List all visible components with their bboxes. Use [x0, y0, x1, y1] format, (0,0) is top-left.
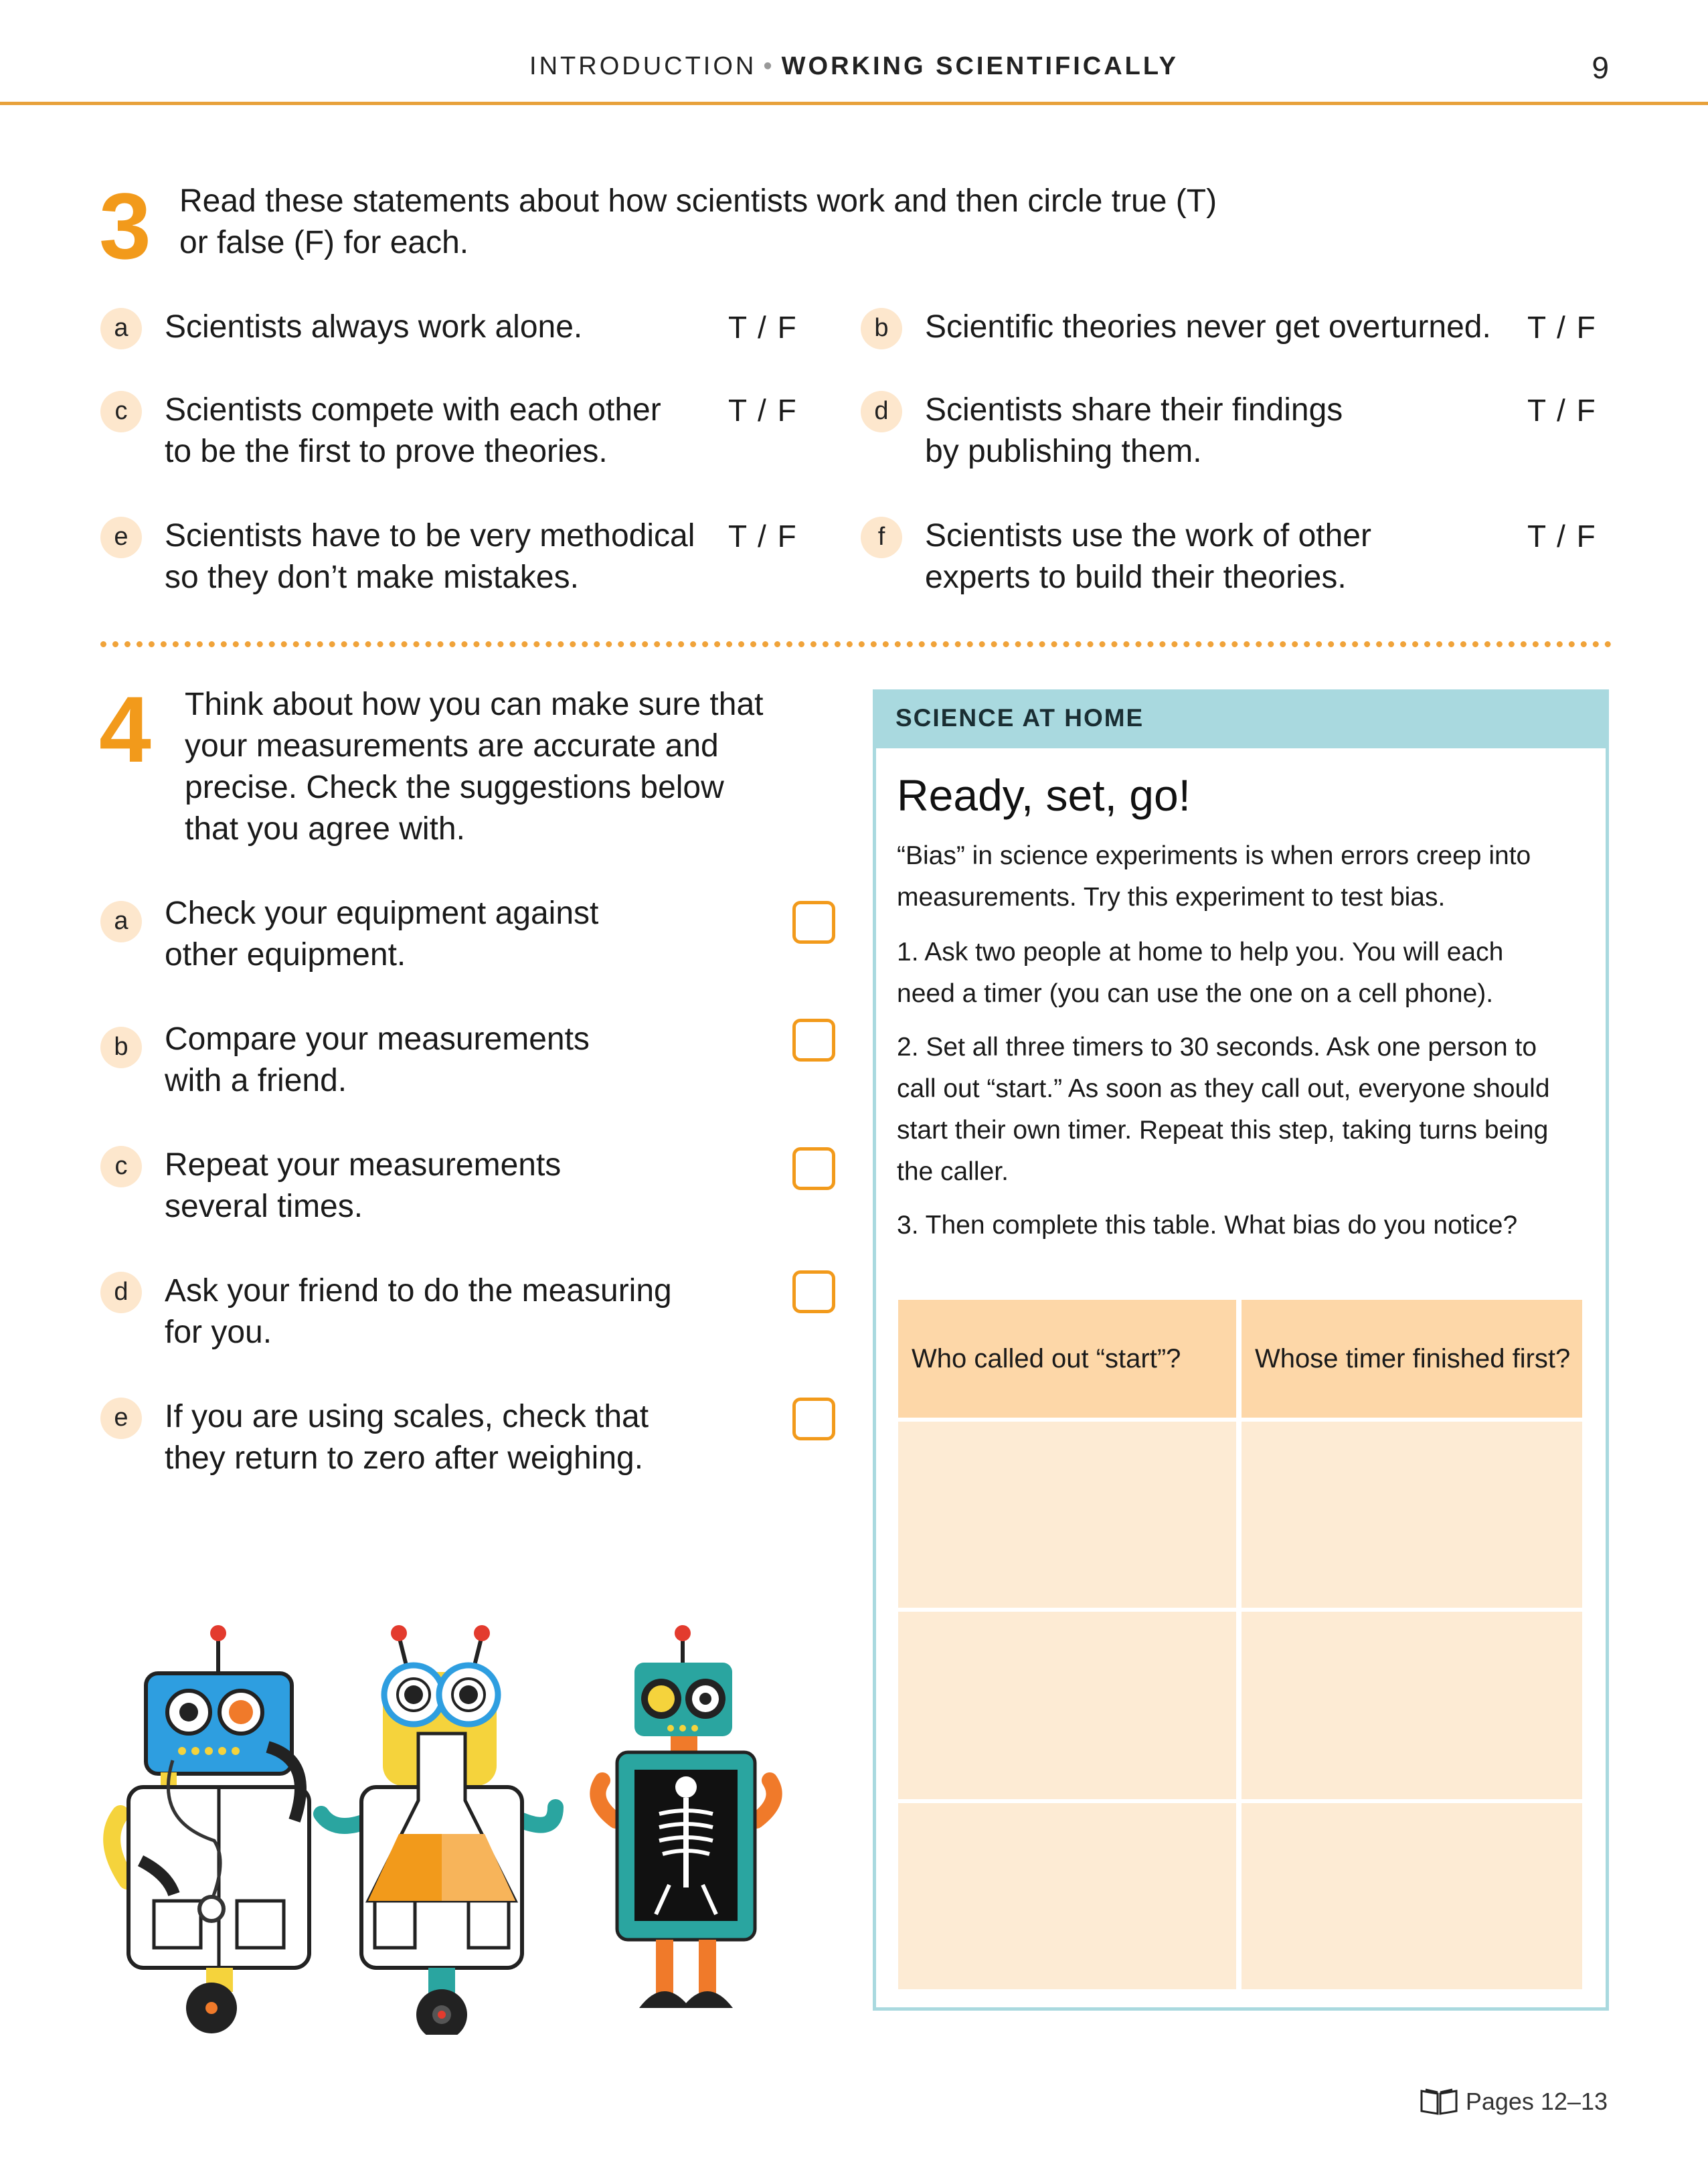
suggestion-c [165, 1145, 561, 1228]
suggestion-line: for you. [165, 1315, 272, 1350]
panel-line: start their own timer. Repeat this step, taking turns being [897, 1116, 1549, 1145]
suggestion-line: they return to zero after weighing. [165, 1440, 644, 1476]
table-cell[interactable] [898, 1422, 1236, 1608]
panel-step-3 [897, 1205, 1586, 1246]
running-header [0, 52, 1708, 81]
header-separator: • [763, 52, 775, 80]
statement-line: Scientists always work alone. [165, 309, 583, 345]
page-number: 9 [1592, 50, 1609, 85]
item-letter-bubble: a [100, 901, 142, 942]
chemist-robot-icon [321, 1625, 556, 2035]
table-cell[interactable] [898, 1803, 1236, 1989]
robot-scientists-illustration [94, 1620, 843, 2035]
panel-line: the caller. [897, 1157, 1009, 1186]
page-reference [1419, 2087, 1608, 2116]
statement-line: to be the first to prove theories. [165, 434, 608, 469]
table-cell[interactable] [1242, 1803, 1582, 1989]
statement-e [165, 515, 695, 598]
panel-step-2 [897, 1027, 1586, 1193]
question-4-prompt [185, 684, 764, 850]
suggestion-d [165, 1270, 672, 1353]
doctor-robot-icon [112, 1625, 309, 2033]
xray-robot-icon [598, 1625, 774, 2008]
question-3-prompt-line: Read these statements about how scientists work and then circle true (T) [179, 183, 1217, 219]
true-false-choice-d[interactable]: T / F [1527, 393, 1597, 428]
panel-intro [897, 835, 1586, 918]
statement-d [925, 390, 1343, 473]
panel-line: measurements. Try this experiment to test bias. [897, 883, 1446, 912]
question-3-prompt-line: or false (F) for each. [179, 225, 469, 260]
item-letter-bubble: d [100, 1272, 142, 1313]
statement-line: Scientists share their findings [925, 392, 1343, 428]
suggestion-line: other equipment. [165, 937, 406, 973]
panel-step-1 [897, 932, 1586, 1015]
true-false-choice-e[interactable]: T / F [728, 519, 798, 554]
statement-line: Scientists use the work of other [925, 518, 1371, 554]
table-header-caller: Who called out “start”? [898, 1300, 1236, 1418]
statement-line: Scientists compete with each other [165, 392, 661, 428]
table-cell[interactable] [1242, 1612, 1582, 1799]
checkbox-c[interactable] [792, 1147, 835, 1190]
question-4-number: 4 [99, 677, 151, 782]
statement-line: experts to build their theories. [925, 560, 1347, 595]
suggestion-b [165, 1019, 590, 1102]
item-letter-bubble: b [100, 1027, 142, 1068]
true-false-choice-c[interactable]: T / F [728, 393, 798, 428]
panel-line: “Bias” in science experiments is when errors creep into [897, 841, 1531, 870]
checkbox-b[interactable] [792, 1019, 835, 1062]
science-at-home-label: SCIENCE AT HOME [895, 704, 1144, 732]
question-3-number: 3 [99, 173, 151, 278]
item-letter-bubble: e [100, 1398, 142, 1439]
header-rule [0, 102, 1708, 105]
checkbox-e[interactable] [792, 1398, 835, 1440]
table-header-first: Whose timer finished first? [1242, 1300, 1582, 1418]
statement-line: by publishing them. [925, 434, 1202, 469]
item-letter-bubble: e [100, 517, 142, 558]
panel-line: 1. Ask two people at home to help you. You will each [897, 938, 1504, 967]
suggestion-line: Ask your friend to do the measuring [165, 1273, 672, 1309]
panel-line: 3. Then complete this table. What bias do you notice? [897, 1211, 1518, 1240]
question-4-prompt-line: precise. Check the suggestions below [185, 770, 724, 805]
true-false-choice-b[interactable]: T / F [1527, 310, 1597, 345]
suggestion-line: Check your equipment against [165, 896, 599, 931]
panel-line: need a timer (you can use the one on a cell phone). [897, 979, 1494, 1008]
statement-f [925, 515, 1371, 598]
item-letter-bubble: d [861, 391, 902, 432]
table-cell[interactable] [898, 1612, 1236, 1799]
item-letter-bubble: f [861, 517, 902, 558]
suggestion-line: several times. [165, 1189, 363, 1224]
suggestion-line: Compare your measurements [165, 1021, 590, 1057]
question-4-prompt-line: Think about how you can make sure that [185, 687, 764, 722]
statement-c [165, 390, 661, 473]
true-false-choice-f[interactable]: T / F [1527, 519, 1597, 554]
checkbox-d[interactable] [792, 1270, 835, 1313]
statement-b [925, 307, 1491, 348]
suggestion-line: Repeat your measurements [165, 1147, 562, 1183]
item-letter-bubble: b [861, 308, 902, 349]
section-divider [100, 641, 1612, 647]
page-reference-text: Pages 12–13 [1465, 2088, 1608, 2115]
panel-line: 2. Set all three timers to 30 seconds. Ask one person to [897, 1033, 1537, 1062]
item-letter-bubble: c [100, 1146, 142, 1187]
suggestion-e [165, 1396, 649, 1479]
item-letter-bubble: a [100, 308, 142, 349]
book-icon [1419, 2087, 1459, 2115]
true-false-choice-a[interactable]: T / F [728, 310, 798, 345]
suggestion-a [165, 893, 598, 976]
statement-line: Scientific theories never get overturned. [925, 309, 1491, 345]
header-topic: WORKING SCIENTIFICALLY [781, 52, 1179, 80]
question-4-prompt-line: that you agree with. [185, 811, 465, 847]
statement-line: so they don’t make mistakes. [165, 560, 579, 595]
statement-line: Scientists have to be very methodical [165, 518, 695, 554]
suggestion-line: If you are using scales, check that [165, 1399, 649, 1434]
header-section: INTRODUCTION [529, 52, 757, 80]
panel-line: call out “start.” As soon as they call out, everyone should [897, 1074, 1550, 1103]
question-4-prompt-line: your measurements are accurate and [185, 728, 719, 764]
checkbox-a[interactable] [792, 901, 835, 944]
suggestion-line: with a friend. [165, 1063, 347, 1098]
table-cell[interactable] [1242, 1422, 1582, 1608]
item-letter-bubble: c [100, 391, 142, 432]
panel-title: Ready, set, go! [897, 770, 1191, 820]
statement-a [165, 307, 582, 348]
question-3-prompt [179, 181, 1217, 264]
